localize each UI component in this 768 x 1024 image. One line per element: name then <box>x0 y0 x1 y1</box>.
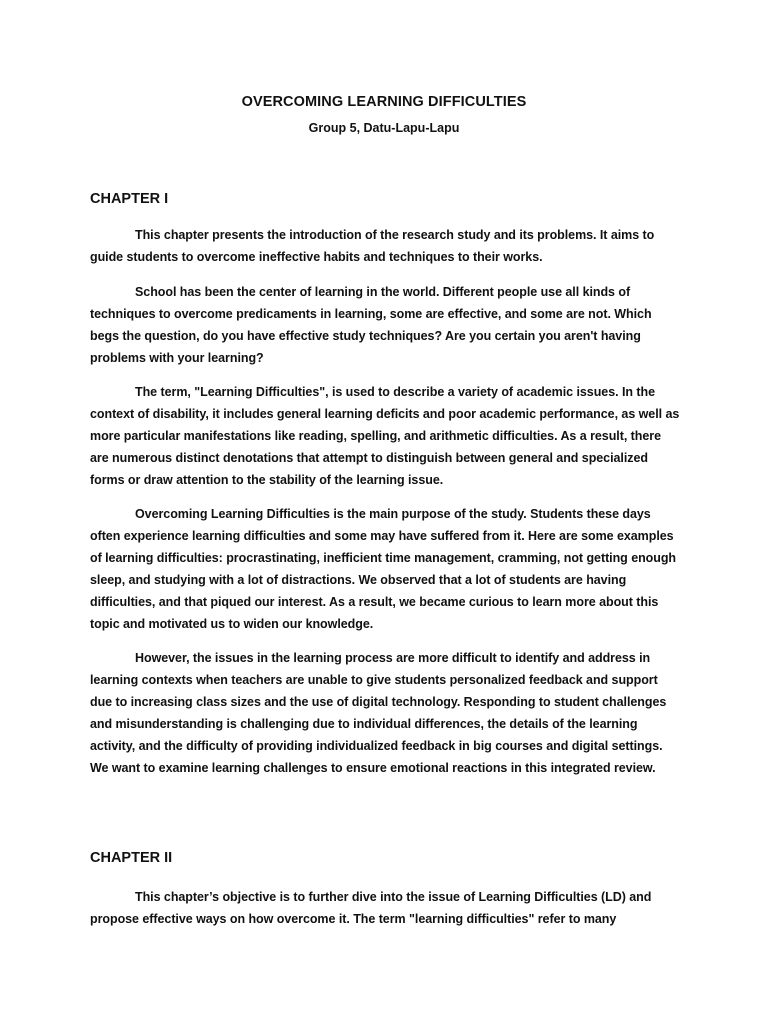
chapter-2-paragraph-1: This chapter’s objective is to further dive into the issue of Learning Difficulties (LD) and propose effective ways on how overcome it. The term "learning difficulties" refer to many <box>90 890 652 926</box>
chapter-1-paragraph-2: School has been the center of learning in the world. Different people use all kinds of techniques to overcome predicaments in learning, some are effective, and some are not. Which begs the question, do you have effective study techniques? Are you certain you aren't having problems with your learning? <box>90 285 652 365</box>
chapter-1-paragraph-4: Overcoming Learning Difficulties is the main purpose of the study. Students these days often experience learning difficulties and some may have suffered from it. Here are some examples of learning difficulties: procrastinating, inefficient time management, cramming, not getting enough sleep, and studying with a lot of distractions. We observed that a lot of students are having difficulties, and that piqued our interest. As a result, we became curious to learn more about this topic and motivated us to widen our knowledge. <box>90 507 677 631</box>
document-subtitle: Group 5, Datu-Lapu-Lapu <box>308 121 460 135</box>
chapter-1-paragraph-3: The term, "Learning Difficulties", is used to describe a variety of academic issues. In the context of disability, it includes general learning deficits and poor academic performance, as well as more particular manifestations like reading, spelling, and arithmetic difficulties. As a result, there are numerous distinct denotations that attempt to distinguish between general and specialized forms or draw attention to the stability of the learning issue. <box>90 385 680 487</box>
document-title: OVERCOMING LEARNING DIFFICULTIES <box>241 94 527 110</box>
chapter-1-paragraph-5: However, the issues in the learning process are more difficult to identify and address in learning contexts when teachers are unable to give students personalized feedback and support due to increasing class sizes and the use of digital technology. Responding to student challenges and misunderstanding is challenging due to individual differences, the details of the learning activity, and the difficulty of providing individualized feedback in big courses and digital settings. We want to examine learning challenges to ensure emotional reactions in this integrated review. <box>90 651 667 775</box>
chapter-2-heading: CHAPTER II <box>90 850 173 866</box>
chapter-1-paragraph-1: This chapter presents the introduction of the research study and its problems. It aims to guide students to overcome ineffective habits and techniques to their works. <box>90 228 655 264</box>
chapter-1-heading: CHAPTER I <box>90 191 169 207</box>
